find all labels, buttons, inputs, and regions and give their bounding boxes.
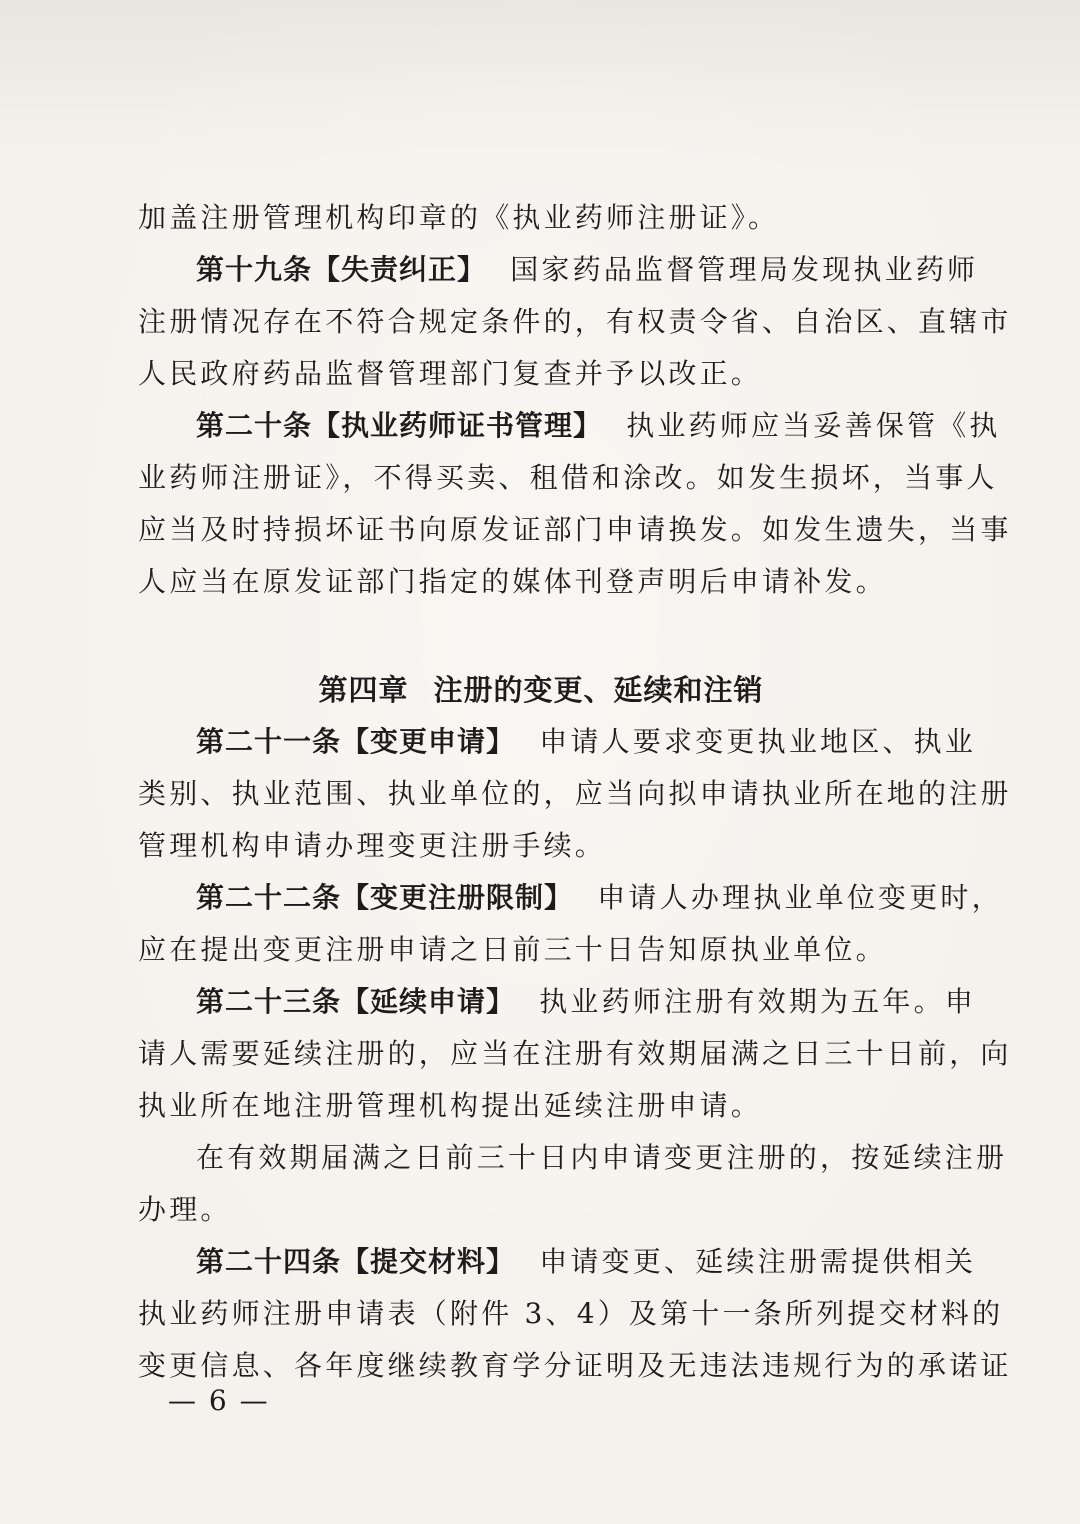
text-line: 变更信息、各年度继续教育学分证明及无违法违规行为的承诺证 [138, 1349, 1012, 1382]
article-19-title: 第十九条【失责纠正】 [196, 253, 487, 286]
text-line: 加盖注册管理机构印章的《执业药师注册证》。 [138, 201, 780, 234]
article-23 [138, 976, 977, 1028]
article-21-text: 申请人要求变更执业地区、执业 [539, 725, 977, 758]
article-20-title: 第二十条【执业药师证书管理】 [196, 409, 603, 442]
article-22-text: 申请人办理执业单位变更时， [597, 881, 1003, 914]
article-24-text: 申请变更、延续注册需提供相关 [539, 1245, 977, 1278]
document-body [138, 192, 1012, 1392]
article-20 [138, 400, 1001, 452]
article-21-title: 第二十一条【变更申请】 [196, 725, 516, 758]
article-24 [138, 1236, 977, 1288]
section-gap [138, 608, 944, 664]
article-23-title: 第二十三条【延续申请】 [196, 985, 516, 1018]
article-20-text: 执业药师应当妥善保管《执 [626, 409, 1001, 442]
text-line: 人应当在原发证部门指定的媒体刊登声明后申请补发。 [138, 565, 887, 598]
article-23-text: 执业药师注册有效期为五年。申 [539, 985, 977, 1018]
text-line: 应当及时持损坏证书向原发证部门申请换发。如发生遗失，当事 [138, 513, 1012, 546]
article-19-text: 国家药品监督管理局发现执业药师 [510, 253, 979, 286]
text-line: 注册情况存在不符合规定条件的，有权责令省、自治区、直辖市 [138, 305, 1012, 338]
text-line: 业药师注册证》，不得买卖、租借和涂改。如发生损坏，当事人 [138, 461, 998, 494]
article-24-title: 第二十四条【提交材料】 [196, 1245, 516, 1278]
scan-shadow [0, 0, 1080, 170]
text-line: 执业所在地注册管理机构提出延续注册申请。 [138, 1089, 763, 1122]
article-21 [138, 716, 977, 768]
article-22 [138, 872, 1003, 924]
text-line: 人民政府药品监督管理部门复查并予以改正。 [138, 357, 763, 390]
text-line: 执业药师注册申请表（附件 3、4）及第十一条所列提交材料的 [138, 1297, 1004, 1330]
article-22-title: 第二十二条【变更注册限制】 [196, 881, 574, 914]
text-line: 类别、执业范围、执业单位的，应当向拟申请执业所在地的注册 [138, 777, 1012, 810]
text-line: 请人需要延续注册的，应当在注册有效期届满之日三十日前，向 [138, 1037, 1012, 1070]
text-line: 在有效期届满之日前三十日内申请变更注册的，按延续注册 [196, 1141, 1008, 1174]
page-number: — 6 — [168, 1384, 270, 1417]
text-line: 管理机构申请办理变更注册手续。 [138, 829, 607, 862]
article-19 [138, 244, 979, 296]
text-line: 办理。 [138, 1193, 232, 1226]
chapter-heading: 第四章 注册的变更、延续和注销 [318, 673, 764, 707]
text-line: 应在提出变更注册申请之日前三十日告知原执业单位。 [138, 933, 887, 966]
